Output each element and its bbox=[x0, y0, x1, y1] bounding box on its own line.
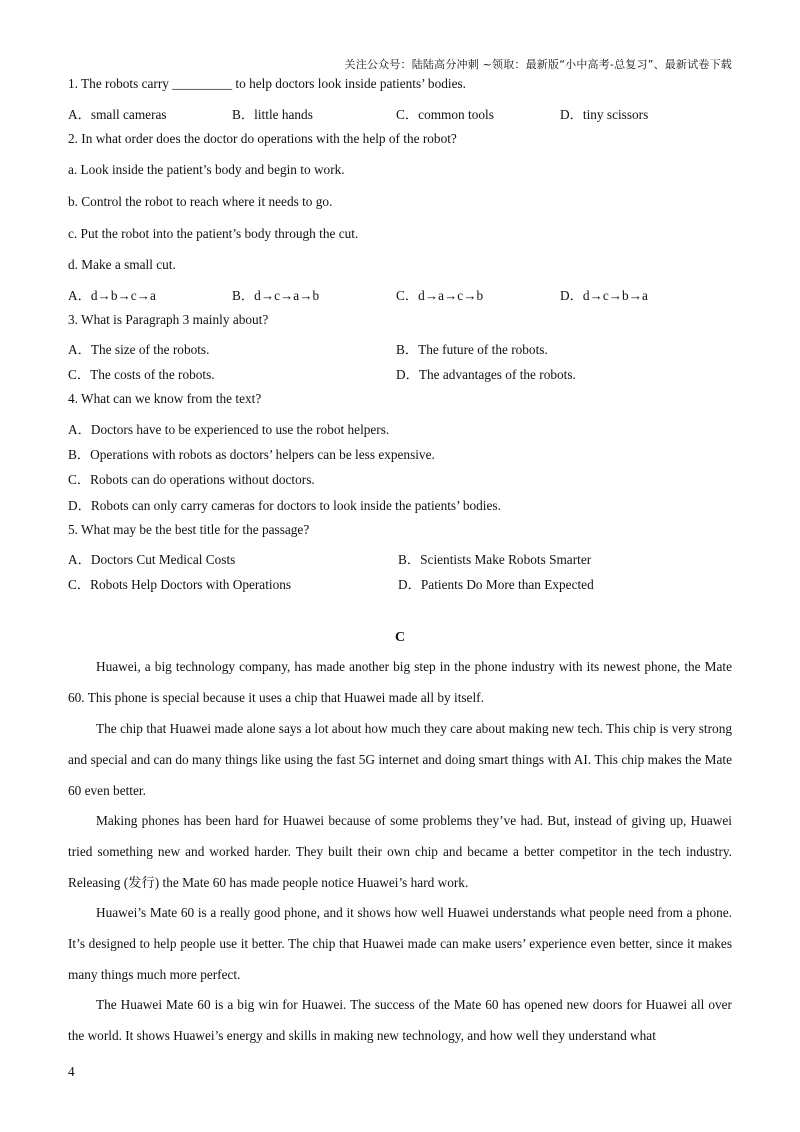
page-header: 关注公众号：陆陆高分冲刺 ~领取：最新版“小中高考-总复习”、最新试卷下载 bbox=[344, 58, 732, 71]
question-3-option-c: C．The costs of the robots. bbox=[68, 367, 215, 382]
passage-paragraph-3: Making phones has been hard for Huawei because of some problems they’ve had. But, instead of giving up, Huawei tried something new and worked harder. They built their own chip and became a better competitor in the tech industry. Releasing (发行) the Mate 60 has made people notice Huawei’s hard work. bbox=[68, 813, 732, 890]
passage-paragraph-5: The Huawei Mate 60 is a big win for Huawei. The success of the Mate 60 has opened new doors for Huawei all over the world. It shows Huawei’s energy and skills in making new technology, and how well they understand what bbox=[68, 997, 732, 1043]
question-3-stem: 3. What is Paragraph 3 mainly about? bbox=[68, 312, 269, 327]
question-2-item-c: c. Put the robot into the patient’s body through the cut. bbox=[68, 226, 359, 241]
question-5-option-c: C．Robots Help Doctors with Operations bbox=[68, 577, 292, 592]
passage-paragraph-2: The chip that Huawei made alone says a lot about how much they care about making new tech. This chip is very strong and special and can do many things like using the fast 5G internet and doing smart things with AI. This chip makes the Mate 60 even better. bbox=[68, 721, 732, 798]
question-2-option-c: C．d→a→c→b bbox=[396, 288, 484, 303]
question-2-option-a: A．d→b→c→a bbox=[68, 288, 156, 303]
question-4-stem: 4. What can we know from the text? bbox=[68, 391, 262, 406]
question-2-option-b: B．d→c→a→b bbox=[232, 288, 320, 303]
section-c-title: C bbox=[394, 630, 406, 645]
question-2-item-d: d. Make a small cut. bbox=[68, 257, 176, 272]
question-2-stem: 2. In what order does the doctor do operations with the help of the robot? bbox=[68, 131, 457, 146]
question-4-option-b: B．Operations with robots as doctors’ helpers can be less expensive. bbox=[68, 447, 435, 462]
question-5-option-a: A．Doctors Cut Medical Costs bbox=[68, 552, 236, 567]
question-4-option-a: A．Doctors have to be experienced to use the robot helpers. bbox=[68, 422, 390, 437]
passage-paragraph-1: Huawei, a big technology company, has made another big step in the phone industry with its newest phone, the Mate 60. This phone is special because it uses a chip that Huawei made all by itself. bbox=[68, 659, 732, 705]
question-1-option-c: C．common tools bbox=[396, 107, 494, 122]
question-3-option-a: A．The size of the robots. bbox=[68, 342, 210, 357]
question-2-item-a: a. Look inside the patient’s body and begin to work. bbox=[68, 162, 345, 177]
question-5-option-d: D．Patients Do More than Expected bbox=[398, 577, 594, 592]
question-1-option-d: D．tiny scissors bbox=[560, 107, 649, 122]
question-2-item-b: b. Control the robot to reach where it needs to go. bbox=[68, 194, 333, 209]
passage-paragraph-4: Huawei’s Mate 60 is a really good phone, and it shows how well Huawei understands what people need from a phone. It’s designed to help people use it better. The chip that Huawei made can make users’ experience even better, since it makes many things much more perfect. bbox=[68, 905, 732, 982]
question-2-option-d: D．d→c→b→a bbox=[560, 288, 648, 303]
question-3-option-d: D．The advantages of the robots. bbox=[396, 367, 576, 382]
question-1-option-b: B．little hands bbox=[232, 107, 313, 122]
page-number: 4 bbox=[68, 1064, 75, 1079]
question-1-option-a: A．small cameras bbox=[68, 107, 167, 122]
question-5-option-b: B．Scientists Make Robots Smarter bbox=[398, 552, 592, 567]
question-1-stem: 1. The robots carry _________ to help doctors look inside patients’ bodies. bbox=[68, 76, 466, 91]
question-4-option-c: C．Robots can do operations without doctors. bbox=[68, 472, 315, 487]
question-5-stem: 5. What may be the best title for the passage? bbox=[68, 522, 310, 537]
question-3-option-b: B．The future of the robots. bbox=[396, 342, 548, 357]
question-4-option-d: D．Robots can only carry cameras for doctors to look inside the patients’ bodies. bbox=[68, 498, 501, 513]
